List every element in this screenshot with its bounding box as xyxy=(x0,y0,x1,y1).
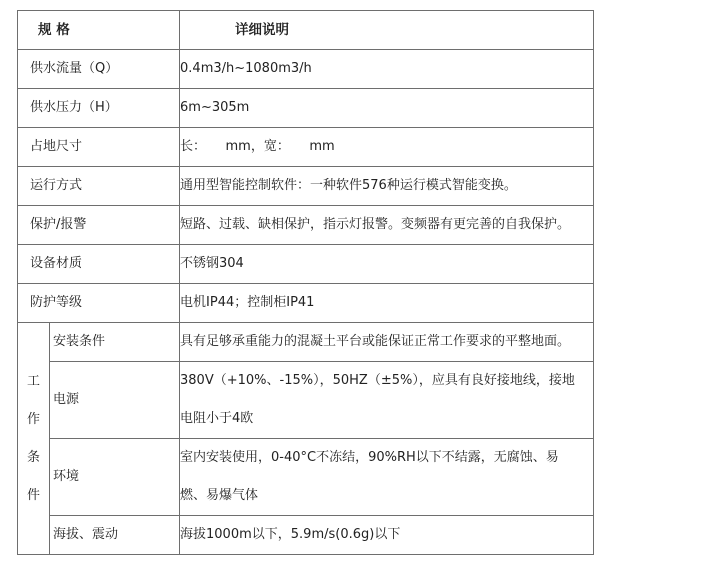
row-value-power-line1: 380V（+10%、-15%），50HZ（±5%），应具有良好接地线，接地 xyxy=(180,373,575,388)
working-char-3: 条 xyxy=(26,449,40,465)
table-row xyxy=(18,323,594,362)
header-spec: 规 格 xyxy=(18,11,180,50)
table-row xyxy=(18,284,594,323)
row-value-footprint: 长： mm，宽： mm xyxy=(180,128,594,167)
row-value-power-line2: 电阻小于4欧 xyxy=(180,411,254,426)
row-value-installation: 具有足够承重能力的混凝土平台或能保证正常工作要求的平整地面。 xyxy=(180,323,594,362)
row-label-pressure: 供水压力（H） xyxy=(18,89,180,128)
row-value-flow: 0.4m3/h~1080m3/h xyxy=(180,50,594,89)
table-row xyxy=(18,167,594,206)
row-label-installation: 安装条件 xyxy=(50,323,180,362)
header-row xyxy=(18,11,594,50)
row-value-pressure: 6m~305m xyxy=(180,89,594,128)
working-char-2: 作 xyxy=(26,411,40,427)
table-row xyxy=(18,362,594,439)
row-label-altitude: 海拔、震动 xyxy=(50,516,180,555)
row-value-operation: 通用型智能控制软件：一种软件576种运行模式智能变换。 xyxy=(180,167,594,206)
spec-table xyxy=(17,10,594,555)
row-value-altitude: 海拔1000m以下，5.9m/s(0.6g)以下 xyxy=(180,516,594,555)
table-row xyxy=(18,50,594,89)
table-row xyxy=(18,516,594,555)
row-label-environment: 环境 xyxy=(50,439,180,516)
header-detail: 详细说明 xyxy=(180,11,594,50)
row-value-power xyxy=(180,362,594,439)
working-char-4: 件 xyxy=(26,487,40,503)
table-row xyxy=(18,89,594,128)
row-value-environment xyxy=(180,439,594,516)
table-row xyxy=(18,206,594,245)
row-label-operation: 运行方式 xyxy=(18,167,180,206)
row-label-protection: 保护/报警 xyxy=(18,206,180,245)
row-value-ip-rating: 电机IP44；控制柜IP41 xyxy=(180,284,594,323)
row-value-environment-line1: 室内安装使用，0-40°C不冻结，90%RH以下不结露，无腐蚀、易 xyxy=(180,450,559,465)
table-row xyxy=(18,439,594,516)
row-label-ip-rating: 防护等级 xyxy=(18,284,180,323)
row-label-power: 电源 xyxy=(50,362,180,439)
row-label-material: 设备材质 xyxy=(18,245,180,284)
working-char-1: 工 xyxy=(26,373,40,389)
row-value-material: 不锈钢304 xyxy=(180,245,594,284)
row-value-environment-line2: 燃、易爆气体 xyxy=(180,488,259,503)
table-row xyxy=(18,245,594,284)
row-label-flow: 供水流量（Q） xyxy=(18,50,180,89)
table-row xyxy=(18,128,594,167)
row-label-footprint: 占地尺寸 xyxy=(18,128,180,167)
row-value-protection: 短路、过载、缺相保护，指示灯报警。变频器有更完善的自我保护。 xyxy=(180,206,594,245)
working-conditions-label xyxy=(18,323,50,555)
